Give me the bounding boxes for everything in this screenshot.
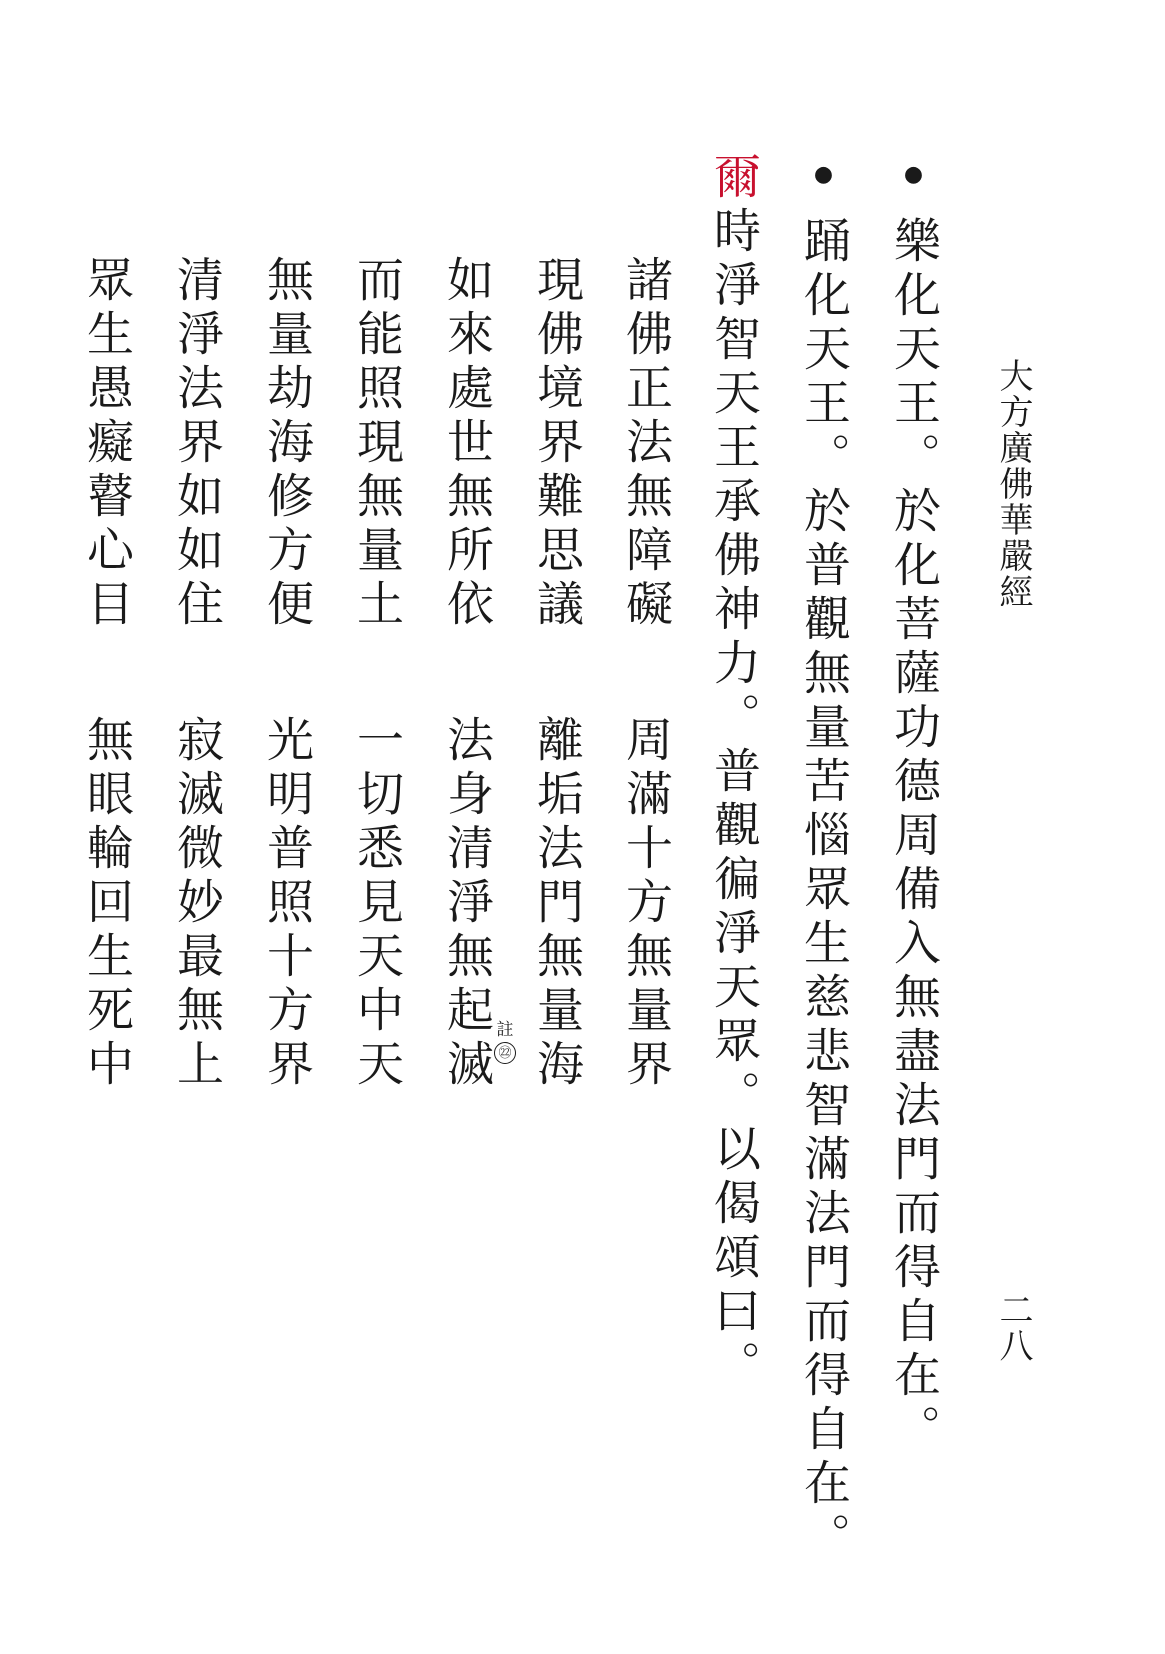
verse-7-upper: 眾生愚癡瞽心目: [79, 255, 134, 633]
footnote-label: 註: [496, 1020, 514, 1040]
verse-3-lower: 法身清淨無起滅: [439, 715, 494, 1093]
book-title: 大方廣佛華嚴經: [993, 358, 1033, 610]
text-line-1-content: 樂化天王。於化菩薩功德周備入無盡法門而得自在。: [886, 216, 941, 1458]
bullet-icon: ●: [811, 162, 836, 194]
verse-5-upper: 無量劫海修方便: [259, 255, 314, 633]
verse-3-upper: 如來處世無所依: [439, 255, 494, 633]
verse-1-upper: 諸佛正法無障礙: [618, 255, 673, 633]
verse-4-lower: 一切悉見天中天: [349, 715, 404, 1093]
verse-6-upper: 清淨法界如如住: [169, 255, 224, 633]
bullet-icon: ●: [901, 162, 926, 194]
verse-4-upper: 而能照現無量土: [349, 255, 404, 633]
text-line-2-content: 踊化天王。於普觀無量苦惱眾生慈悲智滿法門而得自在。: [796, 216, 851, 1566]
text-line-2: [796, 162, 851, 1566]
verse-2-lower: 離垢法門無量海: [529, 715, 584, 1093]
verse-7-lower: 無眼輪回生死中: [79, 715, 134, 1093]
footnote-reference[interactable]: [494, 1022, 516, 1064]
verse-2-upper: 現佛境界難思議: [529, 255, 584, 633]
verse-1-lower: 周滿十方無量界: [618, 715, 673, 1093]
red-initial-mark: 爾: [706, 152, 761, 206]
text-line-1: [886, 162, 941, 1458]
verse-5-lower: 光明普照十方界: [259, 715, 314, 1093]
text-line-3-content: 時淨智天王承佛神力。普觀徧淨天眾。以偈頌曰。: [706, 206, 761, 1394]
page-number: 二八: [993, 1292, 1033, 1364]
text-line-3: [706, 152, 761, 1394]
footnote-number: ㉒: [494, 1042, 516, 1064]
verse-6-lower: 寂滅微妙最無上: [169, 715, 224, 1093]
